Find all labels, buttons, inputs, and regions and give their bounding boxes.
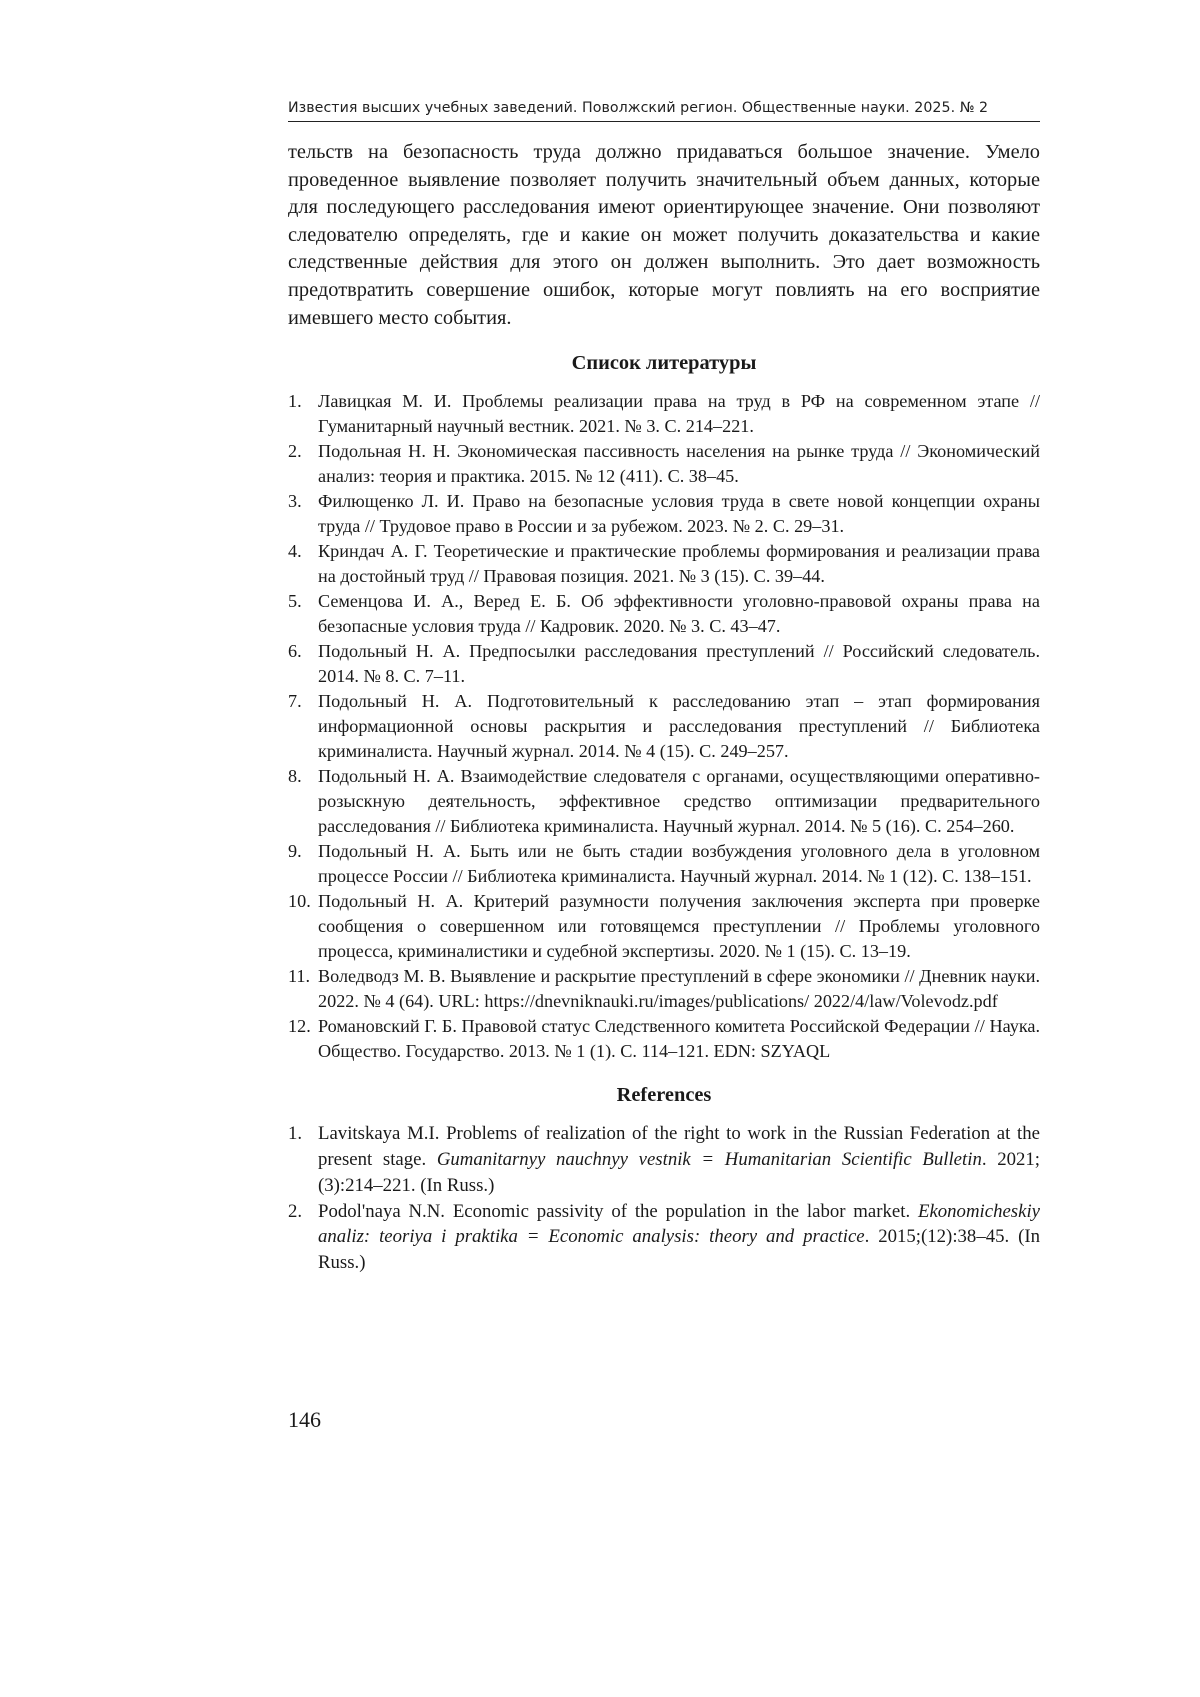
literature-item-number: 1. [288,391,302,412]
literature-item [288,964,1040,1014]
literature-item-number: 10. [288,891,311,912]
literature-item [288,839,1040,889]
running-header: Известия высших учебных заведений. Поволжский регион. Общественные науки. 2025. № 2 [288,100,1040,122]
literature-item-number: 12. [288,1016,311,1037]
reference-item [288,1199,1040,1276]
literature-item-number: 2. [288,441,302,462]
literature-item-number: 5. [288,591,302,612]
literature-item-number: 3. [288,491,302,512]
literature-item-text: Подольный Н. А. Предпосылки расследования преступлений // Российский следователь. 2014. № 8. С. 7–11. [318,641,1040,687]
literature-item-text: Воледводз М. В. Выявление и раскрытие преступлений в сфере экономики // Дневник науки. 2022. № 4 (64). URL: https://dnevniknauki.ru/images/publications/ 2022/4/law/Volevodz.pdf [318,966,1040,1012]
page-number: 146 [288,1407,321,1432]
reference-item-number: 2. [288,1200,303,1222]
reference-item-text-tail: . 2015;(12):38–45. (In Russ.) [318,1226,1040,1274]
literature-item-number: 9. [288,841,302,862]
literature-item [288,639,1040,689]
literature-item [288,1014,1040,1064]
literature-item-text: Подольная Н. Н. Экономическая пассивность населения на рынке труда // Экономический анализ: теория и практика. 2015. № 12 (411). С. 38–45. [318,441,1040,487]
reference-item-journal: Ekonomicheskiy analiz: teoriya i praktika = Economic analysis: theory and practice [318,1200,1040,1248]
reference-item [288,1121,1040,1198]
references-title: References [616,1084,712,1107]
literature-item-text: Семенцова И. А., Веред Е. Б. Об эффективности уголовно-правовой охраны права на безопасные условия труда // Кадровик. 2020. № 3. С. 43–47. [318,591,1040,637]
reference-item-text-main: Podol'naya N.N. Economic passivity of the population in the labor market. [318,1200,918,1222]
literature-item [288,489,1040,539]
reference-item-text-tail: . 2021;(3):214–221. (In Russ.) [318,1148,1040,1196]
literature-item-text: Лавицкая М. И. Проблемы реализации права на труд в РФ на современном этапе // Гуманитарный научный вестник. 2021. № 3. С. 214–221. [318,391,1040,437]
body-paragraph: тельств на безопасность труда должно придаваться большое значение. Умело проведенное выявление позволяет получить значительный объем данных, которые для последующего расследования имеют ориентирующее значение. Они позволяют следователю определять, где и какие он может получить доказательства и какие следственные действия для этого он должен выполнить. Это дает возможность предотвратить совершение ошибок, которые могут повлиять на его восприятие имевшего место события. [288,141,1040,329]
literature-list [288,389,1040,1064]
literature-item-text: Криндач А. Г. Теоретические и практические проблемы формирования и реализации права на достойный труд // Правовая позиция. 2021. № 3 (15). С. 39–44. [318,541,1040,587]
literature-title: Список литературы [571,352,757,375]
literature-item [288,764,1040,839]
literature-item-number: 7. [288,691,302,712]
literature-item [288,439,1040,489]
literature-item-number: 8. [288,766,302,787]
literature-item-text: Подольный Н. А. Взаимодействие следователя с органами, осуществляющими оперативно-розыскную деятельность, эффективное средство оптимизации предварительного расследования // Библиотека криминалиста. Научный журнал. 2014. № 5 (16). С. 254–260. [318,766,1040,837]
literature-item [288,889,1040,964]
literature-item [288,389,1040,439]
literature-item [288,539,1040,589]
page [288,100,1040,1276]
literature-item-number: 6. [288,641,302,662]
reference-item-text-main: Lavitskaya M.I. Problems of realization of the right to work in the Russian Federation at the present stage. [318,1123,1040,1170]
reference-item-number: 1. [288,1123,303,1145]
literature-item-number: 11. [288,966,311,987]
reference-item-text [318,1121,1040,1198]
literature-item-text: Романовский Г. Б. Правовой статус Следственного комитета Российской Федерации // Наука. Общество. Государство. 2013. № 1 (1). С. 114–121. EDN: SZYAQL [318,1016,1040,1062]
literature-item [288,589,1040,639]
literature-item-text: Филющенко Л. И. Право на безопасные условия труда в свете новой концепции охраны труда // Трудовое право в России и за рубежом. 2023. № 2. С. 29–31. [318,491,1040,537]
reference-item-text [318,1199,1040,1276]
literature-item-number: 4. [288,541,302,562]
references-list [288,1121,1040,1276]
literature-item [288,689,1040,764]
literature-item-text: Подольный Н. А. Подготовительный к расследованию этап – этап формирования информационной основы раскрытия и расследования преступлений // Библиотека криминалиста. Научный журнал. 2014. № 4 (15). С. 249–257. [318,691,1040,762]
reference-item-journal: Gumanitarnyy nauchnyy vestnik = Humanitarian Scientific Bulletin [436,1148,982,1170]
literature-item-text: Подольный Н. А. Быть или не быть стадии возбуждения уголовного дела в уголовном процессе России // Библиотека криминалиста. Научный журнал. 2014. № 1 (12). С. 138–151. [318,841,1040,887]
literature-item-text: Подольный Н. А. Критерий разумности получения заключения эксперта при проверке сообщения о совершенном или готовящемся преступлении // Проблемы уголовного процесса, криминалистики и судебной экспертизы. 2020. № 1 (15). С. 13–19. [318,891,1040,962]
